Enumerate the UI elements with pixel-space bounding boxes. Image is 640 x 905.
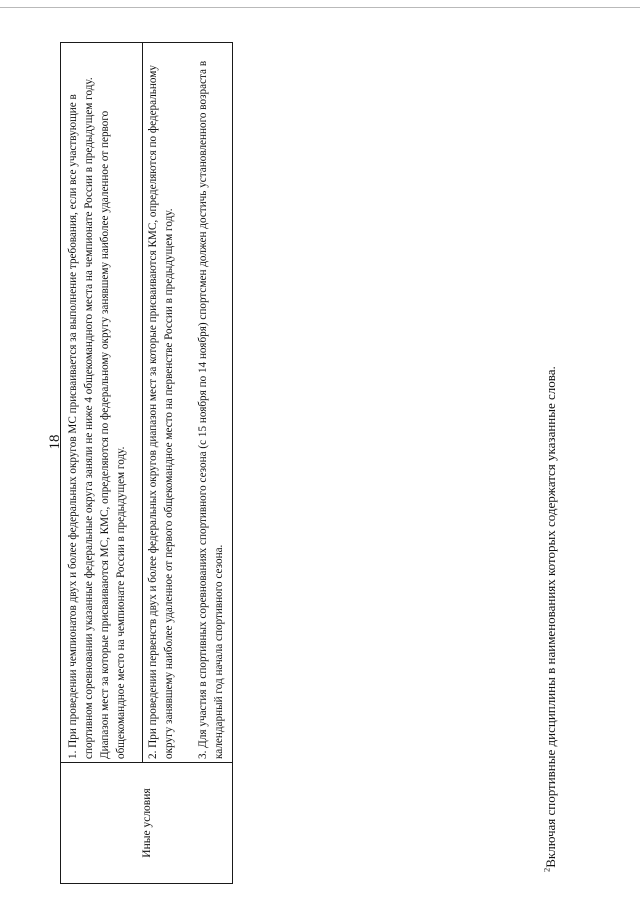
footnote: [543, 272, 559, 872]
scan-edge-line: [0, 7, 640, 8]
table-label-cell: [62, 764, 231, 882]
condition-item-2: 2. При проведении первенств двух и более федеральных округов диапазон мест за которые присваиваются КМС, определяются по федеральному округу занявшему наиболее удаленное от первого общекомандное место на первенстве России в предыдущем году.: [147, 65, 175, 759]
table-row-divider: [142, 42, 143, 762]
footnote-marker: 2: [541, 867, 552, 872]
page-number: 18: [47, 434, 63, 450]
other-conditions-label: Иные условия: [140, 788, 153, 858]
condition-item-3: 3. Для участия в спортивных соревнованиях спортивного сезона (с 15 ноября по 14 ноября) спортсмен должен достичь установленного возраста в календарный год начала спортивного сезона.: [197, 60, 225, 759]
condition-item-1: 1. При проведении чемпионатов двух и более федеральных округов МС присваивается за выполнение требования, если все участвующие в спортивном соревновании указанные федеральные округа заняли не ниже 4 общекомандного места на чемпионате России в предыдущем году. Диапазон мест за которые присваиваются МС, КМС, определяются по федеральному округу занявшему наиболее удаленное от первого общекомандное место на чемпионате России в предыдущем году.: [67, 77, 127, 759]
footnote-text: Включая спортивные дисциплины в наименованиях которых содержатся указанные слова.: [543, 366, 558, 868]
table-column-divider: [60, 762, 233, 763]
